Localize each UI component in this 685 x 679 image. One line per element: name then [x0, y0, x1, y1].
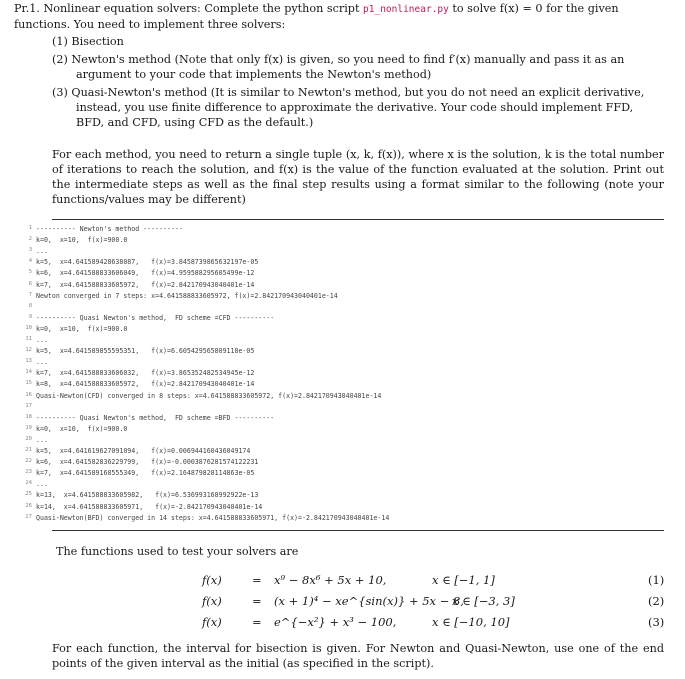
- eq-sign: =: [252, 615, 262, 629]
- code-line: k=7, x=4.641589168555349, f(x)=2.164879828114863e-05: [36, 469, 255, 478]
- eq-number: (2): [648, 594, 665, 608]
- code-line: ...: [36, 247, 48, 256]
- code-line: k=7, x=4.641588833606032, f(x)=3.865352482534945e-12: [36, 369, 255, 378]
- code-line: k=6, x=4.641588833606049, f(x)=4.959588295605499e-12: [36, 269, 255, 278]
- eq-sign: =: [252, 594, 262, 608]
- line-number: 23: [25, 469, 32, 476]
- eq-domain: x ∈ [−3, 3]: [452, 594, 515, 608]
- code-line: k=8, x=4.641588833605972, f(x)=2.842170943040401e-14: [36, 380, 255, 389]
- equation-3: [202, 615, 510, 629]
- code-line: Quasi-Newton(BFD) converged in 14 steps: x=4.641588833605971, f(x)=-2.842170943040401e-14: [36, 513, 390, 522]
- code-line: k=5, x=4.641589428638087, f(x)=3.8458739865632197e-05: [36, 258, 259, 267]
- eq-lhs: f(x): [202, 594, 222, 608]
- footer-paragraph: For each function, the interval for bisection is given. For Newton and Quasi-Newton, use one of the end points of the given interval as the initial (as specified in the script).: [52, 642, 664, 670]
- line-number: 11: [25, 336, 32, 342]
- eq-rhs: (x + 1)⁴ − xe^{sin(x)} + 5x − 8,: [274, 594, 464, 608]
- equation-2: [202, 594, 515, 608]
- line-number: 4: [28, 258, 32, 265]
- code-bottom-rule: [52, 530, 664, 531]
- problem-intro: [14, 1, 674, 32]
- eq-sign: =: [252, 573, 262, 587]
- code-line: ---------- Newton's method ----------: [36, 225, 183, 233]
- code-line: Newton converged in 7 steps: x=4.641588833605972, f(x)=2.842170943040401e-14: [36, 291, 338, 300]
- line-number: 2: [28, 236, 32, 243]
- eq-number: (3): [648, 615, 665, 629]
- code-line: k=6, x=4.641582836229799, f(x)=-0.0003876281574122231: [36, 458, 259, 467]
- eq-lhs: f(x): [202, 573, 222, 587]
- intro-text-a: Nonlinear equation solvers: Complete the python script: [43, 2, 364, 15]
- line-number: 5: [28, 269, 32, 276]
- line-number: 14: [25, 369, 32, 376]
- eq-lhs: f(x): [202, 615, 222, 629]
- line-number: 25: [25, 491, 32, 498]
- script-name: p1_nonlinear.py: [363, 4, 449, 15]
- code-line: ...: [36, 336, 48, 344]
- eq-domain: x ∈ [−10, 10]: [432, 615, 510, 629]
- code-line: k=7, x=4.641588833605972, f(x)=2.842170943040401e-14: [36, 280, 255, 289]
- line-number: 1: [28, 225, 32, 231]
- line-number: 22: [25, 458, 32, 465]
- line-number: 9: [28, 313, 32, 320]
- line-number: 15: [25, 380, 32, 387]
- line-number: 16: [25, 391, 32, 398]
- instructions-paragraph: For each method, you need to return a single tuple (x, k, f(x)), where x is the solution, k is the total number of iterations to reach the solution, and f(x) is the value of the function evaluated at the solution. Print out the intermediate steps as well as the final step results using a format similar to the following (note your functions/values may be different): [52, 148, 664, 206]
- method-item: (1) Bisection: [52, 35, 124, 48]
- line-number: 8: [28, 302, 32, 309]
- functions-label: The functions used to test your solvers are: [56, 545, 299, 558]
- line-number: 7: [28, 291, 32, 298]
- code-line: k=5, x=4.641619627091094, f(x)=0.006944160436049174: [36, 447, 251, 455]
- code-line: k=5, x=4.641589855595351, f(x)=6.605429565809118e-05: [36, 347, 255, 356]
- code-line: k=0, x=10, f(x)=900.0: [36, 236, 128, 245]
- intro-text-b: to solve f(x) = 0 for the given functions. You need to implement three solvers:: [14, 2, 619, 31]
- code-line: ...: [36, 435, 48, 444]
- method-item: (2) Newton's method (Note that only f(x) is given, so you need to find f′(x) manually and pass it as an argument to your code that implements the Newton's method): [52, 53, 625, 81]
- line-number: 20: [25, 435, 32, 442]
- eq-rhs: e^{−x²} + x³ − 100,: [274, 615, 397, 629]
- line-number: 17: [25, 402, 32, 409]
- line-number: 13: [25, 358, 32, 365]
- code-line: k=0, x=10, f(x)=900.0: [36, 324, 128, 333]
- code-top-rule: [52, 219, 664, 220]
- line-number: 6: [28, 280, 32, 287]
- line-number: 3: [28, 247, 32, 254]
- code-line: ...: [36, 358, 48, 367]
- line-number: 10: [25, 324, 32, 331]
- line-number: 18: [25, 413, 32, 420]
- equation-1: [202, 573, 495, 587]
- line-number: 21: [25, 447, 32, 453]
- line-number: 26: [25, 502, 32, 509]
- problem-label: Pr.1.: [14, 2, 40, 15]
- line-number: 24: [25, 480, 32, 487]
- line-number: 27: [25, 513, 32, 520]
- methods-list: [52, 34, 664, 133]
- eq-number: (1): [648, 573, 665, 587]
- line-number: 19: [25, 424, 32, 431]
- code-line: k=14, x=4.641588833605971, f(x)=-2.842170943040401e-14: [36, 502, 263, 511]
- code-line: ...: [36, 480, 48, 489]
- method-item: (3) Quasi-Newton's method (It is similar to Newton's method, but you do not need an explicit derivative, instead, you use finite difference to approximate the derivative. Your code should implement FFD, BFD, and CFD, using CFD as the default.): [52, 86, 645, 129]
- code-line: Quasi-Newton(CFD) converged in 8 steps: x=4.641588833605972, f(x)=2.842170943040401e-14: [36, 391, 382, 400]
- eq-rhs: x⁹ − 8x⁶ + 5x + 10,: [274, 573, 387, 587]
- code-line: ---------- Quasi Newton's method, FD scheme =BFD ----------: [36, 413, 275, 422]
- code-line: ---------- Quasi Newton's method, FD scheme =CFD ----------: [36, 313, 275, 322]
- eq-domain: x ∈ [−1, 1]: [432, 573, 495, 587]
- code-line: k=13, x=4.641588833605982, f(x)=6.536993168992922e-13: [36, 491, 259, 500]
- code-line: k=0, x=10, f(x)=900.0: [36, 424, 128, 433]
- line-number: 12: [25, 347, 32, 354]
